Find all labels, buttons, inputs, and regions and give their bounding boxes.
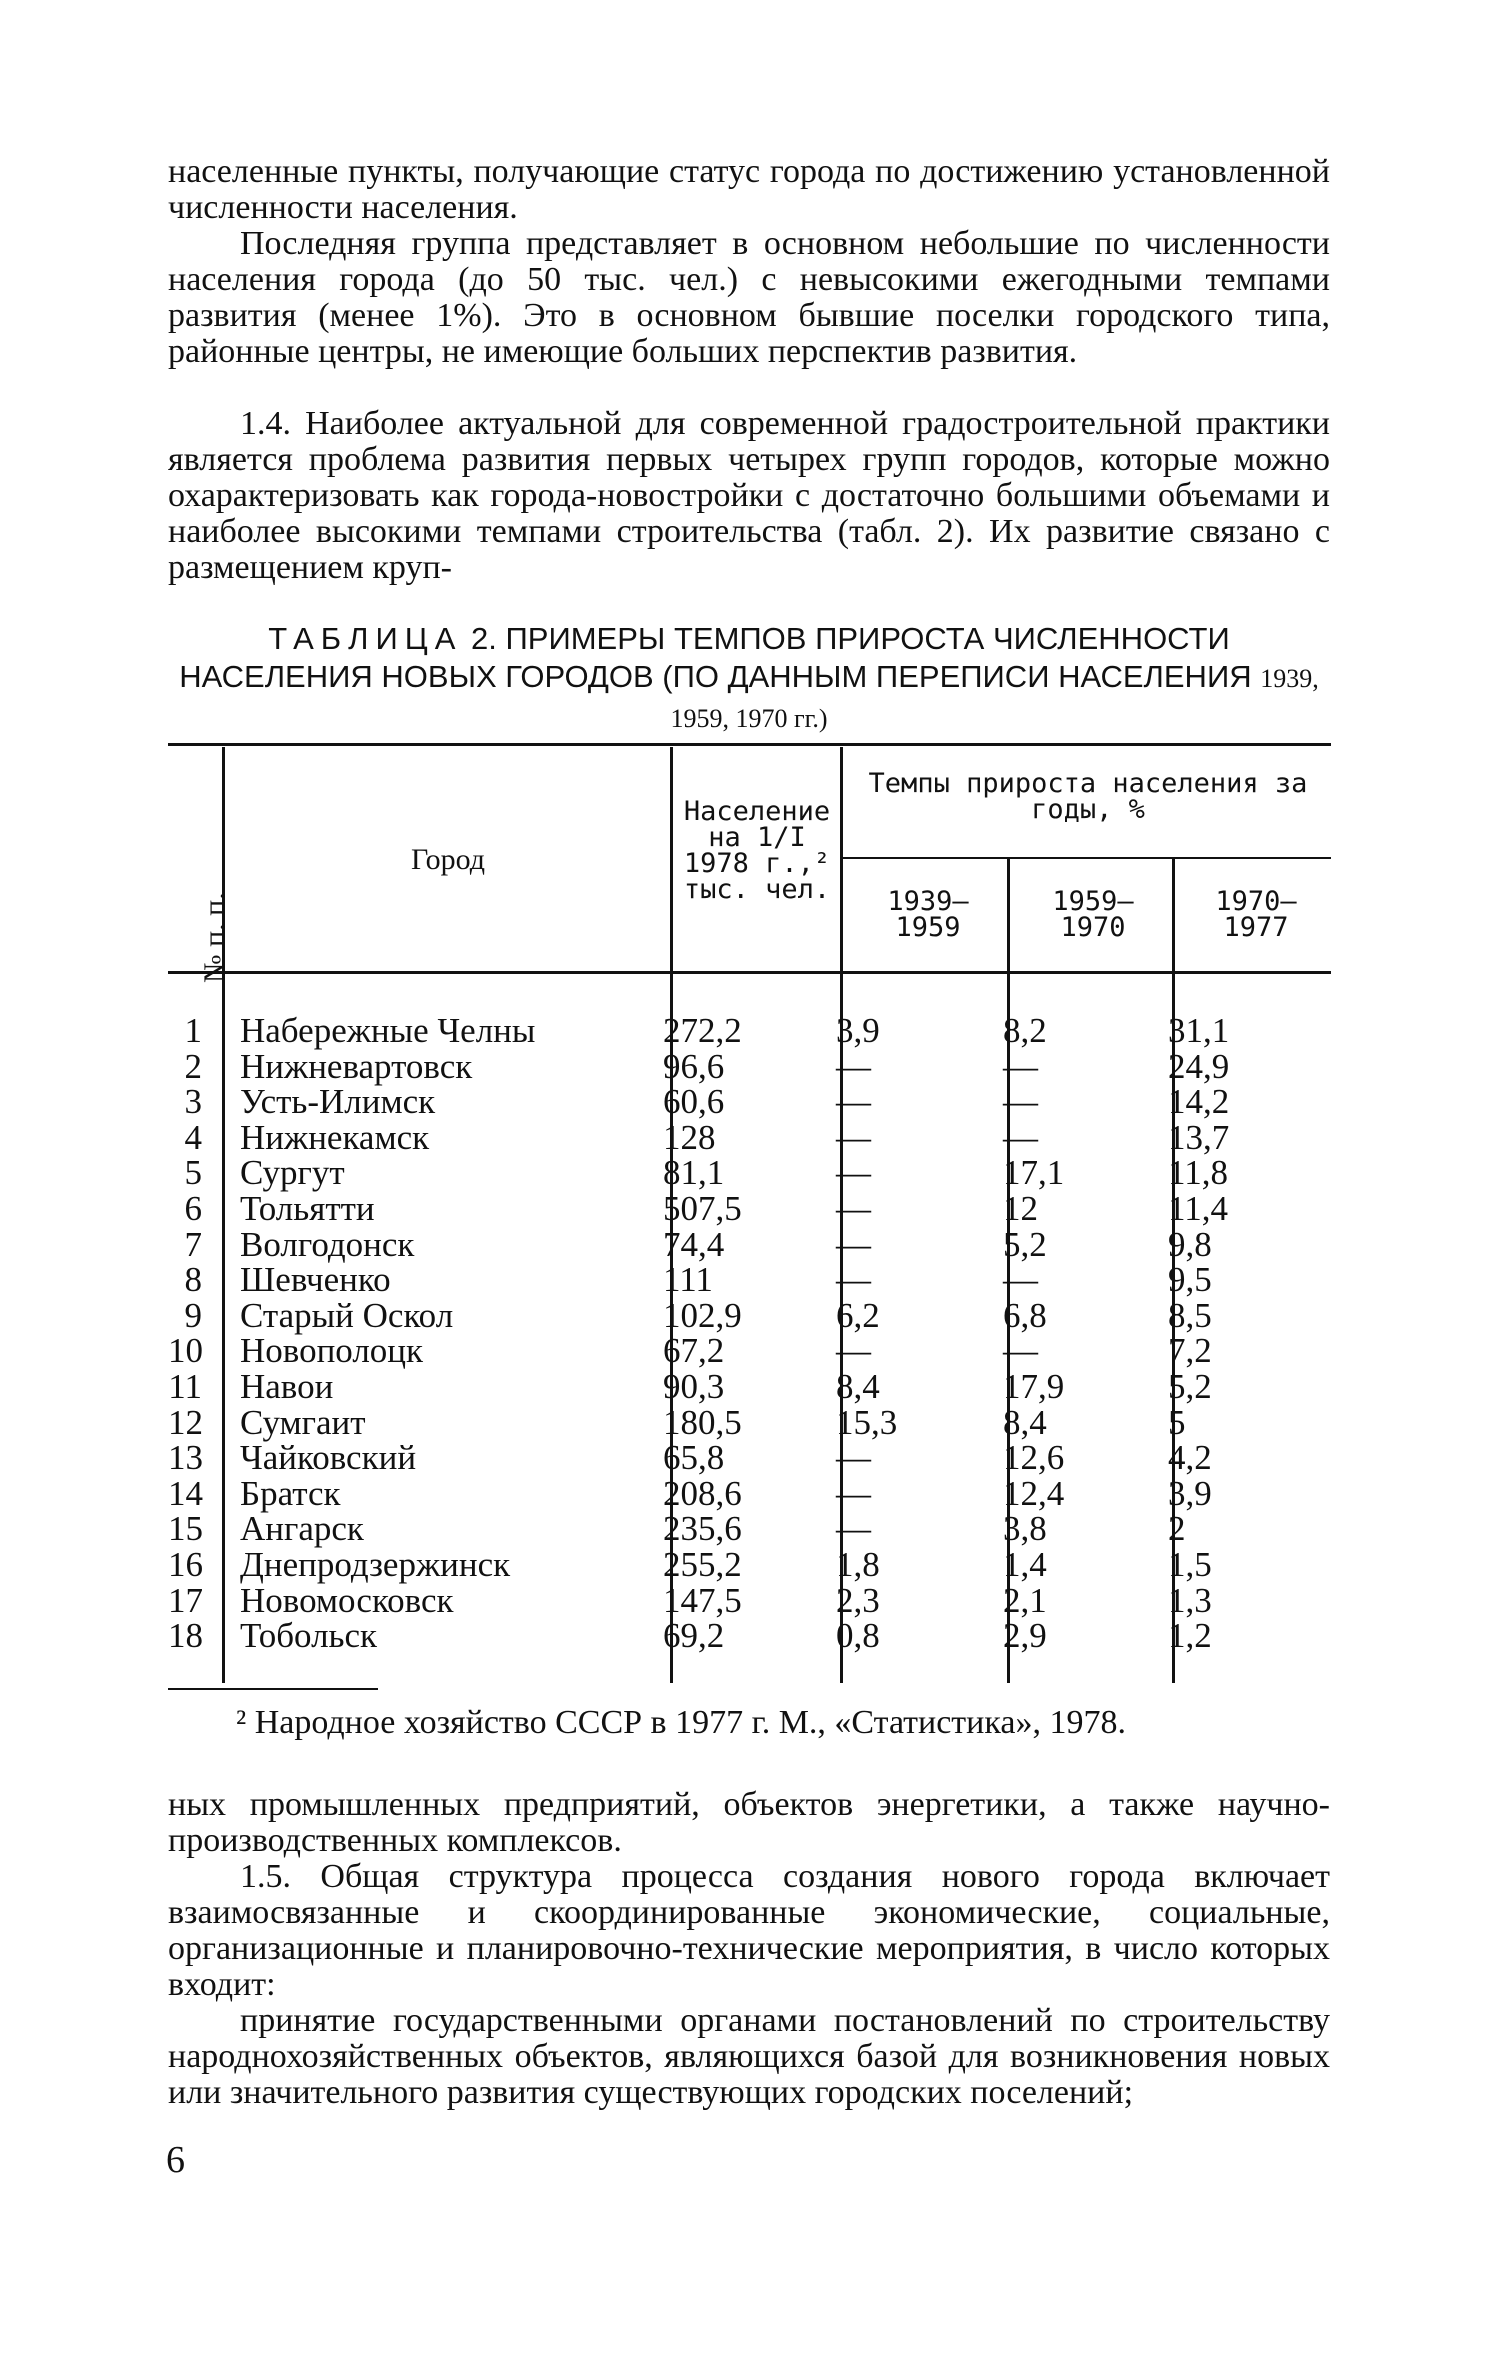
page-number: 6 — [166, 2139, 185, 2181]
row-period-3: 3,9 — [1168, 1473, 1212, 1513]
row-period-3: 1,2 — [1168, 1616, 1212, 1656]
row-period-1: 8,4 — [836, 1366, 880, 1406]
row-city: Днепродзержинск — [240, 1544, 511, 1584]
footnote-rule — [168, 1688, 378, 1690]
column-city — [240, 1013, 640, 1654]
row-population: 60,6 — [663, 1082, 725, 1122]
header-period-1: 1939— 1959 — [887, 886, 969, 943]
row-period-2: 3,8 — [1003, 1509, 1047, 1549]
row-period-1: — — [836, 1473, 871, 1513]
table-caption-years: 1939, 1959, 1970 гг.) — [670, 664, 1319, 733]
row-city: Новомосковск — [240, 1580, 454, 1620]
column-population — [663, 1013, 793, 1654]
row-population: 272,2 — [663, 1011, 742, 1050]
row-city: Тольятти — [240, 1188, 375, 1228]
row-city: Нижневартовск — [240, 1046, 473, 1086]
row-period-1: — — [836, 1260, 871, 1300]
row-period-1: 0,8 — [836, 1616, 880, 1656]
row-period-2: 2,9 — [1003, 1616, 1047, 1656]
row-number: 18 — [168, 1616, 203, 1656]
row-population: 235,6 — [663, 1509, 742, 1549]
header-city: Город — [410, 843, 486, 876]
header-population: Население на 1/I 1978 г.,² тыс. чел. — [683, 796, 831, 905]
row-period-1: — — [836, 1509, 871, 1549]
row-number: 3 — [184, 1082, 202, 1122]
growth-subheader-rule — [843, 857, 1331, 859]
row-number: 9 — [184, 1295, 202, 1335]
footnote: ² Народное хозяйство СССР в 1977 г. М., «Статистика», 1978. — [236, 1704, 1126, 1741]
row-city: Навои — [240, 1366, 334, 1406]
row-city: Сумгаит — [240, 1402, 366, 1442]
header-growth-group: Темпы прироста населения за годы, % — [868, 768, 1308, 825]
row-period-3: 31,1 — [1168, 1011, 1230, 1050]
row-number: 10 — [168, 1331, 203, 1371]
row-period-1: 15,3 — [836, 1402, 898, 1442]
row-period-2: 8,4 — [1003, 1402, 1047, 1442]
paragraph-5: 1.5. Общая структура процесса создания нового города включает взаимосвязанные и скоординированные экономические, социальные, организационные и планировочно-технические мероприятия, в число которых входит: — [168, 1858, 1330, 2003]
row-period-3: 1,5 — [1168, 1544, 1212, 1584]
row-number: 8 — [184, 1260, 202, 1300]
row-period-3: 5 — [1168, 1402, 1186, 1442]
row-period-2: 8,2 — [1003, 1011, 1047, 1050]
row-city: Нижнекамск — [240, 1117, 430, 1157]
row-population: 111 — [663, 1260, 713, 1300]
row-city: Старый Оскол — [240, 1295, 454, 1335]
growth-table — [168, 743, 1331, 1683]
row-period-1: — — [836, 1188, 871, 1228]
row-period-1: 2,3 — [836, 1580, 880, 1620]
row-population: 180,5 — [663, 1402, 742, 1442]
row-city: Братск — [240, 1473, 341, 1513]
row-population: 90,3 — [663, 1366, 725, 1406]
row-period-3: 4,2 — [1168, 1438, 1212, 1478]
row-period-3: 24,9 — [1168, 1046, 1230, 1086]
row-population: 96,6 — [663, 1046, 725, 1086]
row-period-1: 1,8 — [836, 1544, 880, 1584]
header-period-2: 1959— 1970 — [1052, 886, 1134, 943]
row-number: 6 — [184, 1188, 202, 1228]
column-period-3 — [1168, 1013, 1318, 1654]
paragraph-1: населенные пункты, получающие статус города по достижению установленной численности населения. — [168, 153, 1330, 226]
row-period-2: — — [1003, 1331, 1038, 1371]
table-header-rule — [168, 971, 1331, 974]
row-city: Волгодонск — [240, 1224, 415, 1264]
row-period-3: 9,8 — [1168, 1224, 1212, 1264]
row-period-1: — — [836, 1331, 871, 1371]
row-period-2: — — [1003, 1082, 1038, 1122]
row-period-1: — — [836, 1224, 871, 1264]
row-period-2: 6,8 — [1003, 1295, 1047, 1335]
row-number: 15 — [168, 1509, 203, 1549]
row-period-1: — — [836, 1046, 871, 1086]
row-number: 16 — [168, 1544, 203, 1584]
column-period-2 — [1003, 1013, 1143, 1654]
row-period-1: — — [836, 1082, 871, 1122]
row-period-3: 1,3 — [1168, 1580, 1212, 1620]
row-city: Набережные Челны — [240, 1011, 536, 1050]
row-period-1: — — [836, 1438, 871, 1478]
table-col-divider — [222, 747, 225, 1683]
header-number: № п. п. — [198, 892, 231, 983]
row-period-3: 9,5 — [1168, 1260, 1212, 1300]
row-population: 81,1 — [663, 1153, 725, 1193]
column-period-1 — [836, 1013, 966, 1654]
row-period-2: 12,6 — [1003, 1438, 1065, 1478]
row-city: Тобольск — [240, 1616, 378, 1656]
row-period-3: 11,4 — [1168, 1188, 1228, 1228]
row-population: 208,6 — [663, 1473, 742, 1513]
row-city: Чайковский — [240, 1438, 417, 1478]
row-population: 69,2 — [663, 1616, 725, 1656]
row-period-1: — — [836, 1153, 871, 1193]
row-period-3: 2 — [1168, 1509, 1186, 1549]
row-population: 128 — [663, 1117, 716, 1157]
row-period-2: — — [1003, 1046, 1038, 1086]
row-population: 147,5 — [663, 1580, 742, 1620]
row-number: 12 — [168, 1402, 203, 1442]
paragraph-2: Последняя группа представляет в основном небольшие по численности населения города (до 50 тыс. чел.) с невысокими ежегодными темпами развития (менее 1%). Это в основном бывшие поселки городского типа, районные центры, не имеющие больших перспектив развития. — [168, 225, 1330, 370]
row-period-3: 13,7 — [1168, 1117, 1230, 1157]
row-number: 17 — [168, 1580, 203, 1620]
table-caption-label: ТАБЛИЦА — [268, 621, 463, 656]
row-period-2: — — [1003, 1260, 1038, 1300]
row-city: Шевченко — [240, 1260, 391, 1300]
row-number: 14 — [168, 1473, 203, 1513]
row-period-2: 2,1 — [1003, 1580, 1047, 1620]
row-period-2: 17,1 — [1003, 1153, 1065, 1193]
row-population: 74,4 — [663, 1224, 725, 1264]
row-period-1: 6,2 — [836, 1295, 880, 1335]
row-city: Усть-Илимск — [240, 1082, 436, 1122]
table-top-rule — [168, 743, 1331, 746]
row-number: 4 — [184, 1117, 202, 1157]
header-period-3: 1970— 1977 — [1215, 886, 1297, 943]
row-period-2: 12 — [1003, 1188, 1038, 1228]
row-period-1: — — [836, 1117, 871, 1157]
row-population: 65,8 — [663, 1438, 725, 1478]
row-number: 5 — [184, 1153, 202, 1193]
row-number: 11 — [168, 1366, 202, 1406]
row-population: 255,2 — [663, 1544, 742, 1584]
row-city: Ангарск — [240, 1509, 364, 1549]
row-period-2: 17,9 — [1003, 1366, 1065, 1406]
table-caption-text: 2. ПРИМЕРЫ ТЕМПОВ ПРИРОСТА ЧИСЛЕННОСТИ НАСЕЛЕНИЯ НОВЫХ ГОРОДОВ (ПО ДАННЫМ ПЕРЕПИСИ НАСЕЛЕНИЯ — [179, 621, 1252, 694]
row-population: 507,5 — [663, 1188, 742, 1228]
row-period-1: 3,9 — [836, 1011, 880, 1050]
row-period-3: 8,5 — [1168, 1295, 1212, 1335]
table-caption — [168, 620, 1330, 738]
row-period-2: — — [1003, 1117, 1038, 1157]
row-period-2: 5,2 — [1003, 1224, 1047, 1264]
row-number: 13 — [168, 1438, 203, 1478]
row-period-2: 12,4 — [1003, 1473, 1065, 1513]
row-city: Сургут — [240, 1153, 345, 1193]
row-period-3: 11,8 — [1168, 1153, 1228, 1193]
row-number: 1 — [184, 1011, 202, 1050]
row-period-3: 5,2 — [1168, 1366, 1212, 1406]
paragraph-6: принятие государственными органами постановлений по строительству народнохозяйственных объектов, являющихся базой для возникновения новых или значительного развития существующих городских поселений; — [168, 2002, 1330, 2111]
row-city: Новополоцк — [240, 1331, 424, 1371]
paragraph-3: 1.4. Наиболее актуальной для современной градостроительной практики является проблема развития первых четырех групп городов, которые можно охарактеризовать как города-новостройки с достаточно большими объемами и наиболее высокими темпами строительства (табл. 2). Их развитие связано с размещением круп- — [168, 405, 1330, 586]
row-period-3: 7,2 — [1168, 1331, 1212, 1371]
row-population: 67,2 — [663, 1331, 725, 1371]
row-number: 7 — [184, 1224, 202, 1264]
paragraph-4: ных промышленных предприятий, объектов энергетики, а также научно-производственных комплексов. — [168, 1786, 1330, 1859]
row-number: 2 — [184, 1046, 202, 1086]
row-period-2: 1,4 — [1003, 1544, 1047, 1584]
row-population: 102,9 — [663, 1295, 742, 1335]
row-period-3: 14,2 — [1168, 1082, 1230, 1122]
column-number — [168, 1013, 202, 1654]
